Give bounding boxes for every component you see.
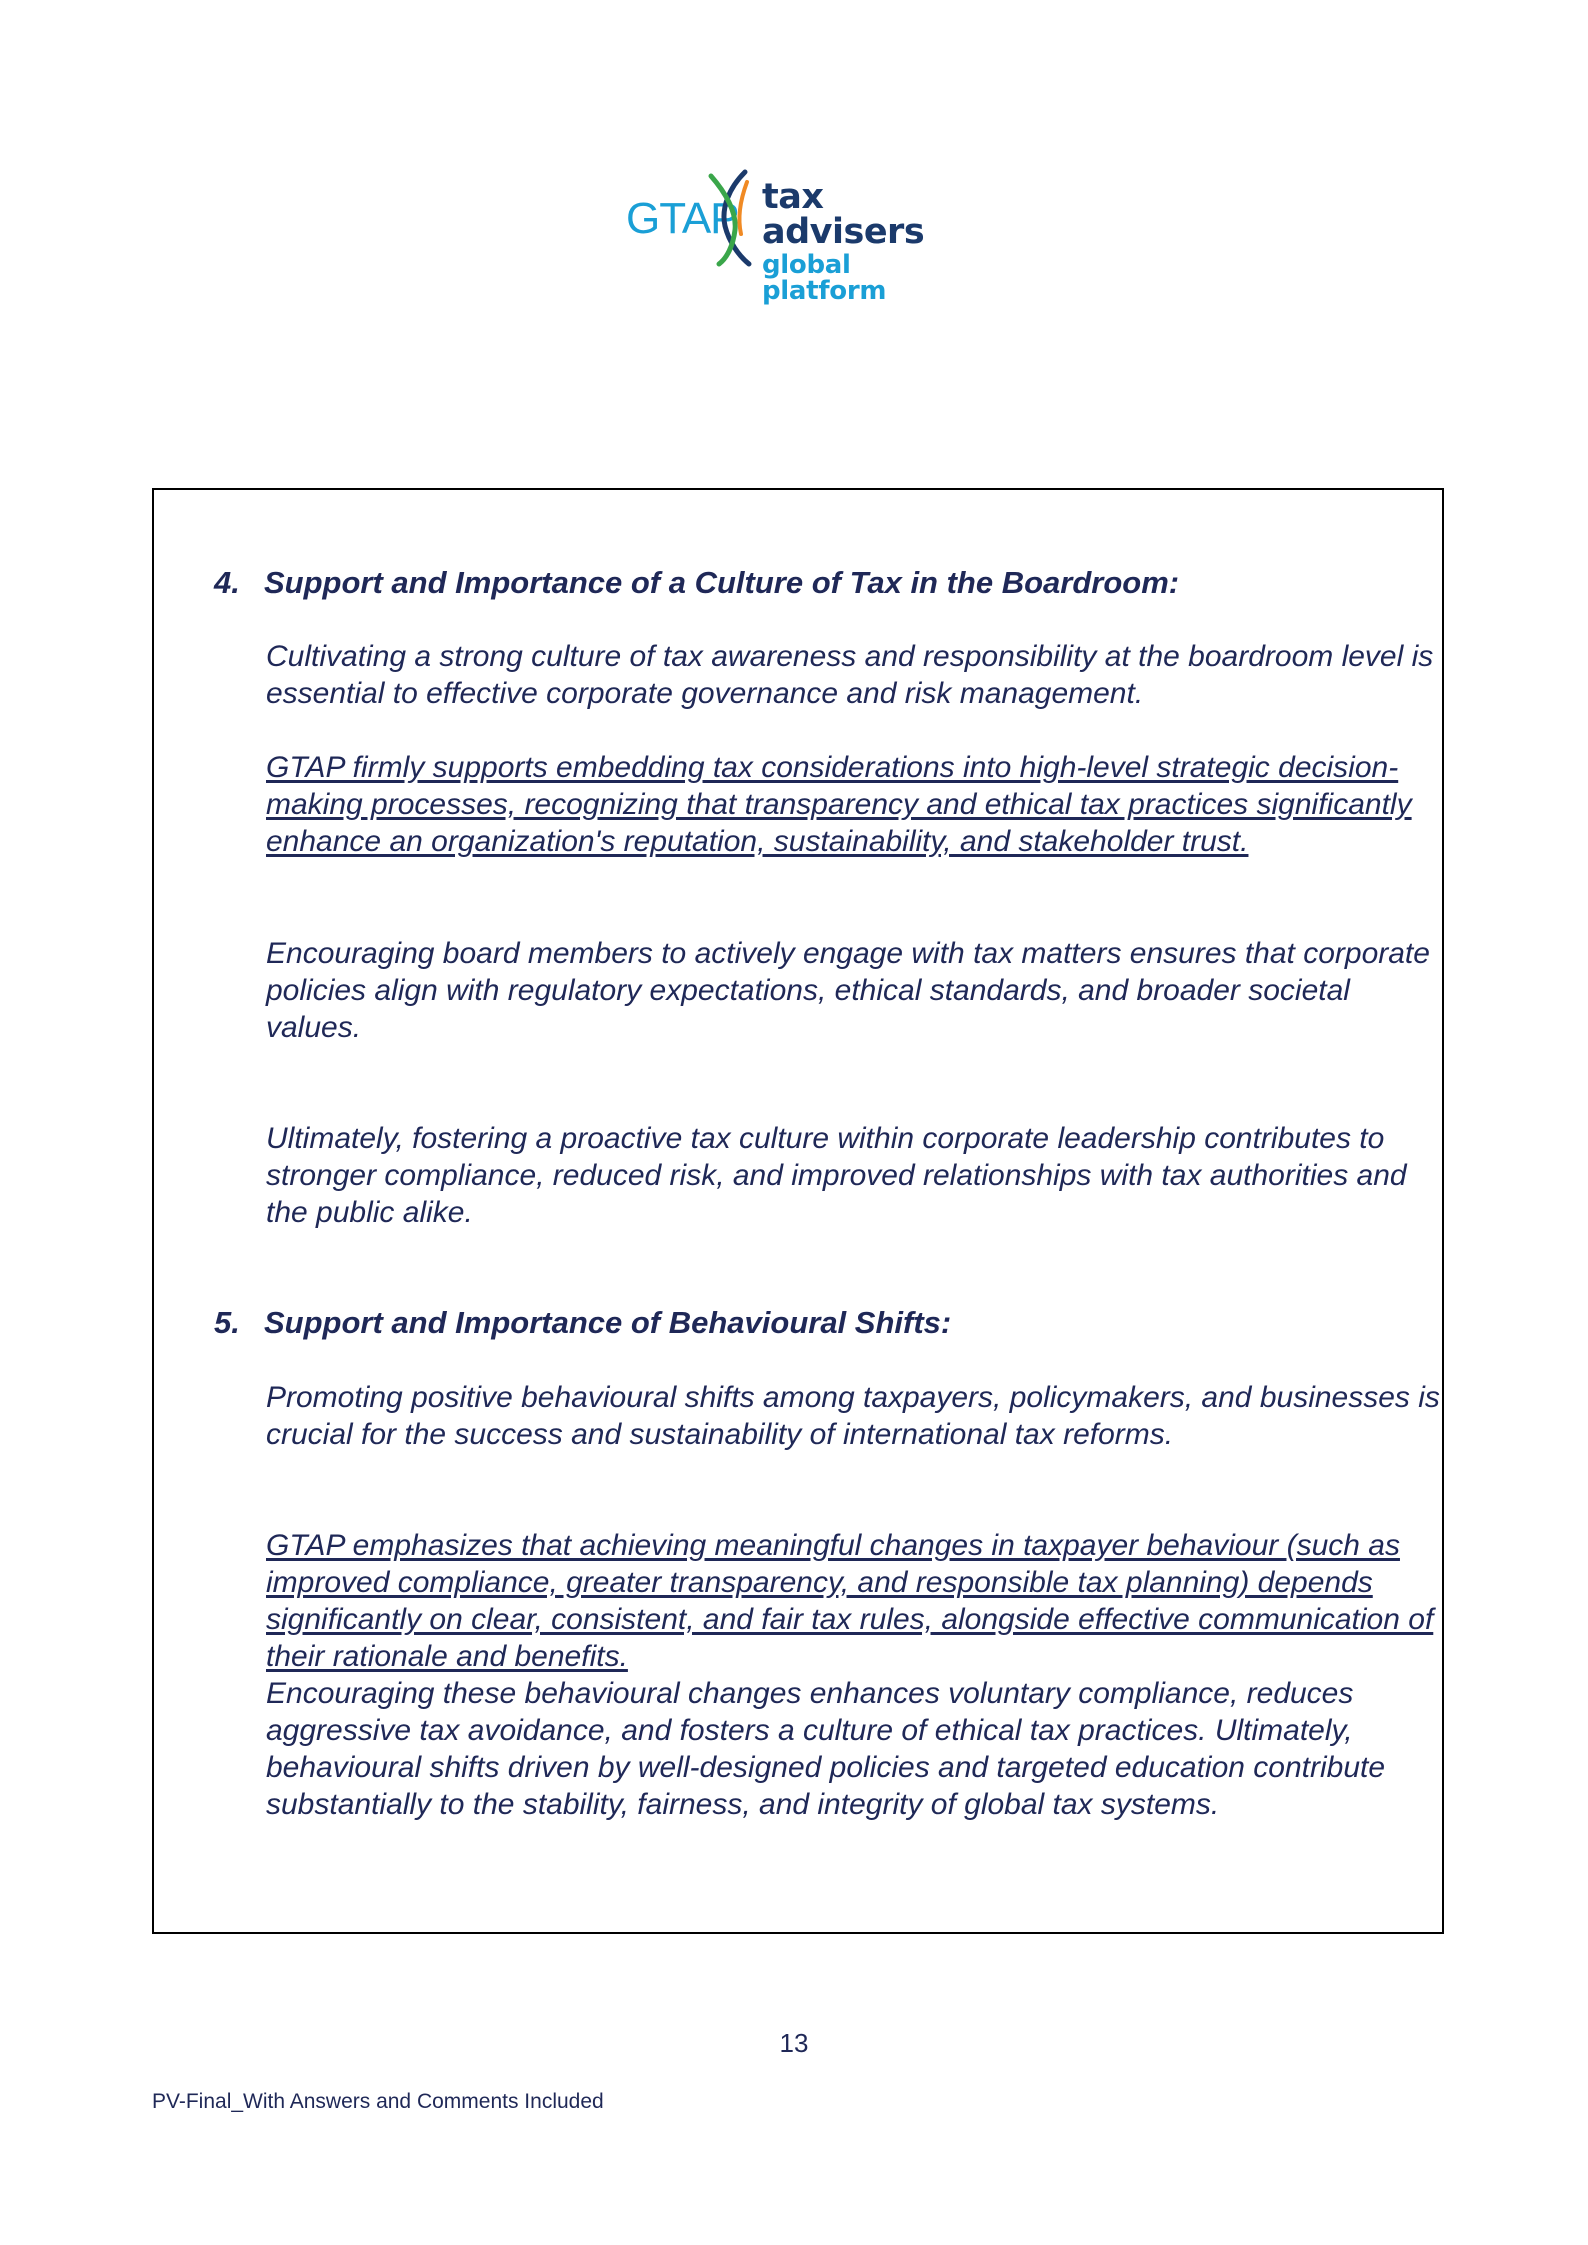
section-title: Support and Importance of a Culture of Tax in the Boardroom: — [264, 565, 1180, 600]
section-number: 5. — [214, 1305, 240, 1340]
logo-swoosh-icon — [701, 168, 761, 268]
section-4-paragraph-3: Encouraging board members to actively engage with tax matters ensures that corporate policies align with regulatory expectations, ethical standards, and broader societal values. — [266, 937, 1430, 1044]
section-4-paragraph-1: Cultivating a strong culture of tax awareness and responsibility at the boardroom level is essential to effective corporate governance and risk management. — [266, 640, 1434, 710]
section-number: 4. — [214, 565, 240, 600]
section-4-paragraph-4: Ultimately, fostering a proactive tax culture within corporate leadership contributes to stronger compliance, reduced risk, and improved relationships with tax authorities and the public alike. — [266, 1122, 1407, 1229]
logo-gtap-text: GTAP — [626, 194, 739, 243]
section-4-heading — [214, 564, 1454, 601]
logo-line-global-platform: global platform — [762, 250, 887, 306]
section-4-paragraph-2: GTAP firmly supports embedding tax considerations into high-level strategic decision-making processes, recognizing that transparency and ethical tax practices significantly enhance an organization's reputation, sustainability, and stakeholder trust. — [266, 751, 1412, 858]
document-footer: PV-Final_With Answers and Comments Included — [152, 2090, 604, 2113]
section-5-paragraph-2: GTAP emphasizes that achieving meaningful changes in taxpayer behaviour (such as improved compliance, greater transparency, and responsible tax planning) depends significantly on clear, consistent, and fair tax rules, alongside effective communication of their rationale and benefits. — [266, 1529, 1434, 1673]
section-5-paragraph-1: Promoting positive behavioural shifts among taxpayers, policymakers, and businesses is crucial for the success and sustainability of international tax reforms. — [266, 1381, 1440, 1451]
section-5-heading — [214, 1304, 1454, 1341]
logo-line-tax-advisers: tax advisers — [762, 177, 925, 252]
logo-tagline — [762, 177, 978, 306]
section-5-paragraph-3: Encouraging these behavioural changes enhances voluntary compliance, reduces aggressive tax avoidance, and fosters a culture of ethical tax practices. Ultimately, behavioural shifts driven by well-designed policies and targeted education contribute substantially to the stability, fairness, and integrity of global tax systems. — [266, 1677, 1386, 1821]
page-number: 13 — [779, 2028, 809, 2058]
content-box — [152, 488, 1444, 1934]
gtap-logo — [626, 168, 978, 306]
section-title: Support and Importance of Behavioural Shifts: — [264, 1305, 952, 1340]
